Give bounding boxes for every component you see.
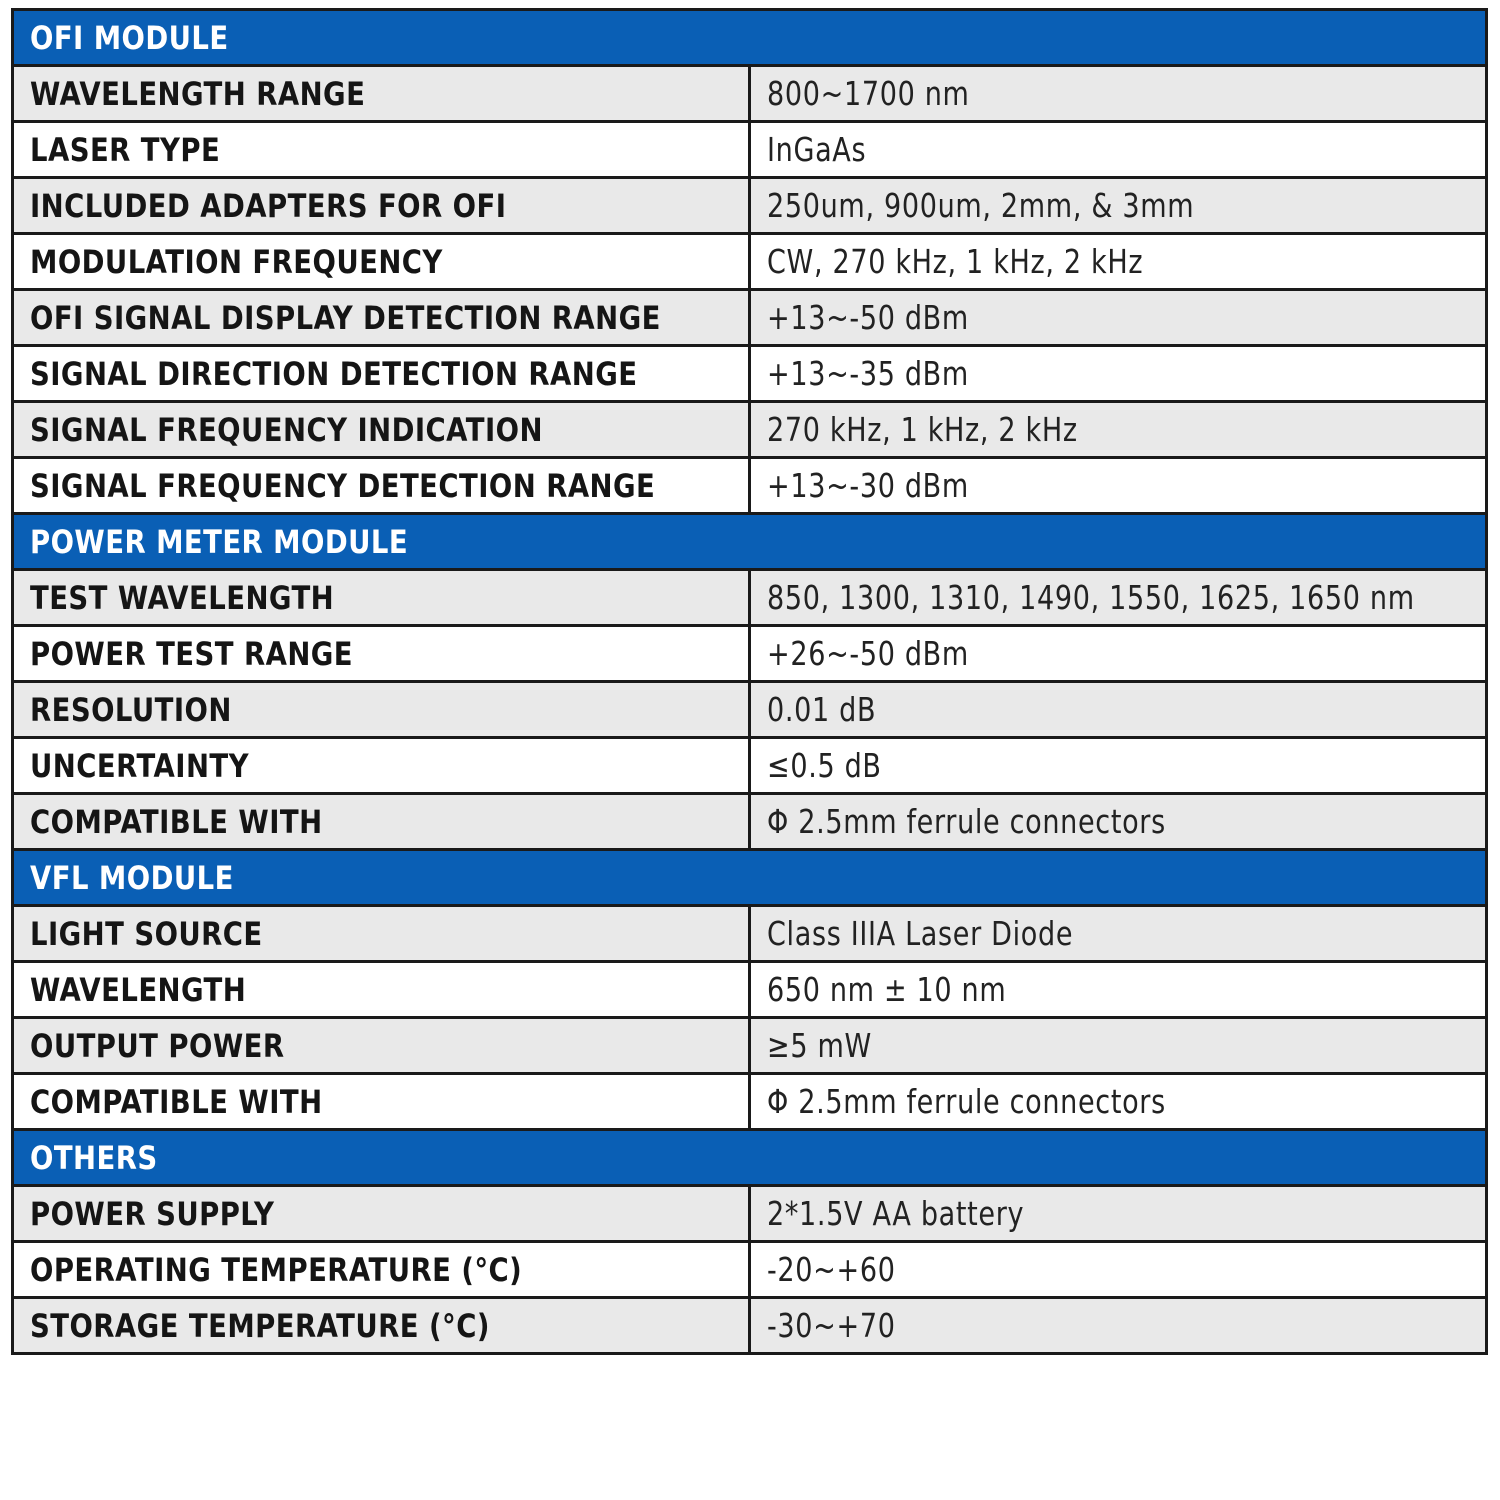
spec-value: -20~+60 xyxy=(767,1250,896,1289)
spec-label: SIGNAL FREQUENCY INDICATION xyxy=(30,410,543,449)
spec-value-cell xyxy=(750,906,1487,962)
spec-label: INCLUDED ADAPTERS FOR OFI xyxy=(30,186,507,225)
spec-row xyxy=(13,178,1487,234)
spec-value-cell xyxy=(750,178,1487,234)
spec-value-cell xyxy=(750,346,1487,402)
spec-value-cell xyxy=(750,1018,1487,1074)
spec-value: ≥5 mW xyxy=(767,1026,872,1065)
spec-value-cell xyxy=(750,1074,1487,1130)
section-title xyxy=(13,514,1487,570)
spec-value: 2*1.5V AA battery xyxy=(767,1194,1025,1233)
spec-label-cell xyxy=(13,1186,750,1242)
spec-value-cell xyxy=(750,458,1487,514)
spec-value: +13~-30 dBm xyxy=(767,466,969,505)
spec-value: 800~1700 nm xyxy=(767,74,970,113)
spec-label: SIGNAL DIRECTION DETECTION RANGE xyxy=(30,354,638,393)
spec-label-cell xyxy=(13,794,750,850)
spec-value: 650 nm ± 10 nm xyxy=(767,970,1007,1009)
spec-value-cell xyxy=(750,290,1487,346)
spec-label: WAVELENGTH RANGE xyxy=(30,74,366,113)
spec-row xyxy=(13,234,1487,290)
spec-value: CW, 270 kHz, 1 kHz, 2 kHz xyxy=(767,242,1144,281)
spec-value: 270 kHz, 1 kHz, 2 kHz xyxy=(767,410,1078,449)
spec-value: 850, 1300, 1310, 1490, 1550, 1625, 1650 nm xyxy=(767,578,1415,617)
spec-row xyxy=(13,1242,1487,1298)
spec-label-cell xyxy=(13,234,750,290)
spec-label: LASER TYPE xyxy=(30,130,221,169)
spec-label-cell xyxy=(13,738,750,794)
spec-label-cell xyxy=(13,906,750,962)
spec-value: Φ 2.5mm ferrule connectors xyxy=(767,802,1166,841)
spec-value-cell xyxy=(750,1186,1487,1242)
spec-table-body xyxy=(13,10,1487,1354)
section-title-text: VFL MODULE xyxy=(30,858,234,897)
spec-row xyxy=(13,1074,1487,1130)
spec-value-cell xyxy=(750,682,1487,738)
spec-label: POWER SUPPLY xyxy=(30,1194,275,1233)
spec-value-cell xyxy=(750,66,1487,122)
spec-value: +13~-35 dBm xyxy=(767,354,969,393)
spec-label-cell xyxy=(13,178,750,234)
spec-label: OFI SIGNAL DISPLAY DETECTION RANGE xyxy=(30,298,661,337)
spec-label-cell xyxy=(13,1018,750,1074)
spec-label-cell xyxy=(13,570,750,626)
spec-row xyxy=(13,682,1487,738)
spec-row xyxy=(13,458,1487,514)
spec-label: LIGHT SOURCE xyxy=(30,914,263,953)
spec-table xyxy=(11,8,1488,1355)
spec-row xyxy=(13,626,1487,682)
spec-value: Class IIIA Laser Diode xyxy=(767,914,1074,953)
section-title-text: OFI MODULE xyxy=(30,18,229,57)
spec-row xyxy=(13,66,1487,122)
spec-value: 0.01 dB xyxy=(767,690,877,729)
spec-value-cell xyxy=(750,402,1487,458)
spec-row xyxy=(13,122,1487,178)
spec-row xyxy=(13,738,1487,794)
spec-value: 250um, 900um, 2mm, & 3mm xyxy=(767,186,1195,225)
spec-label-cell xyxy=(13,290,750,346)
spec-label-cell xyxy=(13,402,750,458)
spec-value-cell xyxy=(750,962,1487,1018)
spec-value: ≤0.5 dB xyxy=(767,746,882,785)
spec-label: RESOLUTION xyxy=(30,690,232,729)
spec-value-cell xyxy=(750,1298,1487,1354)
spec-label: SIGNAL FREQUENCY DETECTION RANGE xyxy=(30,466,656,505)
spec-label: COMPATIBLE WITH xyxy=(30,802,323,841)
spec-row xyxy=(13,402,1487,458)
spec-label: UNCERTAINTY xyxy=(30,746,249,785)
spec-value: +13~-50 dBm xyxy=(767,298,969,337)
section-title-text: POWER METER MODULE xyxy=(30,522,409,561)
spec-value-cell xyxy=(750,1242,1487,1298)
spec-label: OUTPUT POWER xyxy=(30,1026,285,1065)
spec-label-cell xyxy=(13,682,750,738)
section-title-text: OTHERS xyxy=(30,1138,158,1177)
spec-label: WAVELENGTH xyxy=(30,970,247,1009)
spec-row xyxy=(13,570,1487,626)
section-header-row xyxy=(13,514,1487,570)
spec-row xyxy=(13,906,1487,962)
spec-value: +26~-50 dBm xyxy=(767,634,969,673)
spec-label-cell xyxy=(13,122,750,178)
spec-row xyxy=(13,962,1487,1018)
spec-label-cell xyxy=(13,1074,750,1130)
spec-row xyxy=(13,794,1487,850)
spec-label: TEST WAVELENGTH xyxy=(30,578,335,617)
section-title xyxy=(13,1130,1487,1186)
spec-row xyxy=(13,1186,1487,1242)
spec-label: MODULATION FREQUENCY xyxy=(30,242,443,281)
spec-row xyxy=(13,290,1487,346)
section-title xyxy=(13,850,1487,906)
spec-value-cell xyxy=(750,738,1487,794)
spec-label-cell xyxy=(13,1242,750,1298)
spec-value-cell xyxy=(750,626,1487,682)
section-header-row xyxy=(13,1130,1487,1186)
spec-row xyxy=(13,1018,1487,1074)
spec-label-cell xyxy=(13,458,750,514)
spec-label-cell xyxy=(13,626,750,682)
spec-value: InGaAs xyxy=(767,130,867,169)
spec-row xyxy=(13,1298,1487,1354)
spec-label: OPERATING TEMPERATURE (°C) xyxy=(30,1250,523,1289)
spec-row xyxy=(13,346,1487,402)
spec-label-cell xyxy=(13,346,750,402)
spec-value-cell xyxy=(750,794,1487,850)
section-title xyxy=(13,10,1487,66)
spec-value-cell xyxy=(750,570,1487,626)
spec-label: POWER TEST RANGE xyxy=(30,634,354,673)
spec-value-cell xyxy=(750,234,1487,290)
section-header-row xyxy=(13,850,1487,906)
spec-value: -30~+70 xyxy=(767,1306,896,1345)
spec-label-cell xyxy=(13,962,750,1018)
section-header-row xyxy=(13,10,1487,66)
spec-label-cell xyxy=(13,1298,750,1354)
spec-value: Φ 2.5mm ferrule connectors xyxy=(767,1082,1166,1121)
spec-label: COMPATIBLE WITH xyxy=(30,1082,323,1121)
spec-label-cell xyxy=(13,66,750,122)
spec-label: STORAGE TEMPERATURE (°C) xyxy=(30,1306,490,1345)
spec-value-cell xyxy=(750,122,1487,178)
